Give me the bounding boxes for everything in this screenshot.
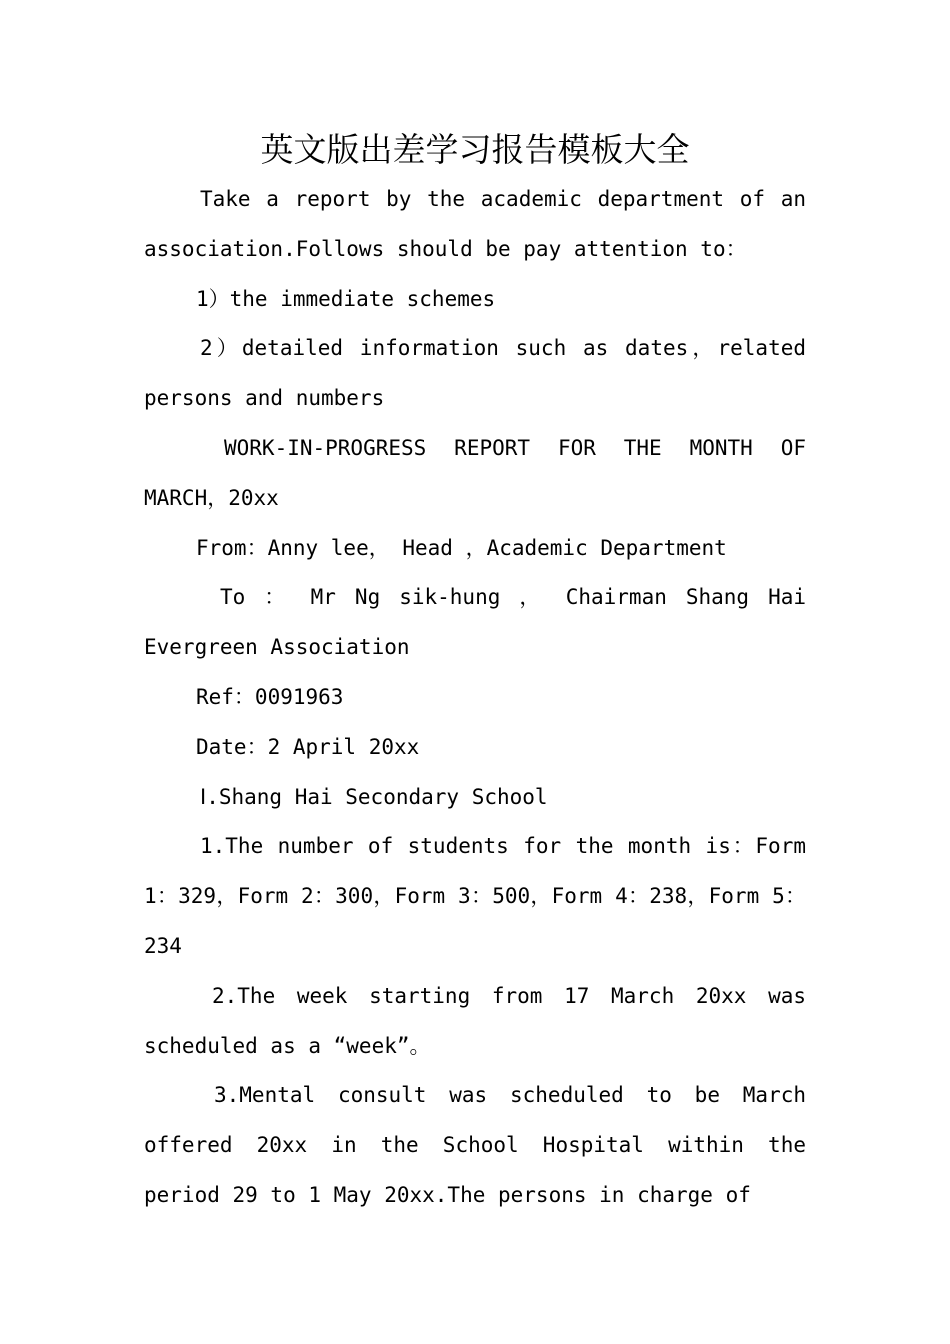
item-mental-consult: 3.Mental consult was scheduled to be March offered 20xx in the School Hospital within the period 29 to 1 May 20xx.The persons in charge of [144, 1083, 806, 1207]
list-item-detailed-information: 2）detailed information such as dates，related persons and numbers [144, 336, 806, 411]
date-line: Date：2 April 20xx [196, 734, 420, 759]
report-heading: WORK-IN-PROGRESS REPORT FOR THE MONTH OF MARCH，20xx [144, 435, 806, 510]
list-item-immediate-schemes: 1）the immediate schemes [196, 286, 496, 311]
to-line: To ： Mr Ng sik-hung ， Chairman Shang Hai Evergreen Association [144, 585, 806, 660]
intro-paragraph: Take a report by the academic department of an association.Follows should be pay attention to： [144, 187, 806, 261]
document-body [144, 175, 806, 1221]
item-scheduled-week: 2.The week starting from 17 March 20xx was scheduled as a “week”。 [144, 983, 806, 1058]
item-student-numbers: 1.The number of students for the month is：Form 1：329，Form 2：300，Form 3：500，Form 4：238，Form 5：234 [144, 834, 806, 958]
section-heading: Ⅰ.Shang Hai Secondary School [200, 784, 548, 809]
ref-line: Ref：0091963 [196, 684, 344, 709]
document-title: 英文版出差学习报告模板大全 [260, 130, 690, 169]
from-line: From：Anny lee， Head ，Academic Department [196, 535, 727, 560]
